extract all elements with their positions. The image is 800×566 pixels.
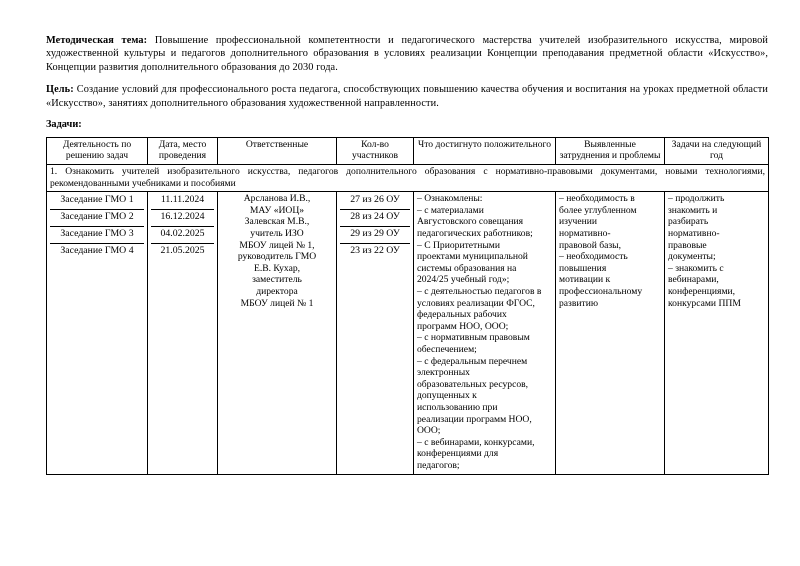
achievement-line: педагогов; xyxy=(417,459,460,471)
achievement-line: федеральных рабочих xyxy=(417,309,507,321)
achievement-line: – с вебинарами, конкурсами, xyxy=(417,436,535,448)
difficulty-line: нормативно- xyxy=(559,228,611,240)
section-row xyxy=(47,165,769,192)
difficulties-cell xyxy=(556,192,665,474)
next-year-line: – продолжить xyxy=(668,193,725,205)
list-item: 27 из 26 ОУ xyxy=(340,193,410,210)
achievement-line: условиях реализации ФГОС, xyxy=(417,297,535,309)
list-item: Заседание ГМО 2 xyxy=(50,210,144,227)
plan-table xyxy=(46,137,769,475)
achievement-line: электронных xyxy=(417,367,470,379)
next-year-line: – знакомить с xyxy=(668,262,724,274)
participants-list xyxy=(340,193,410,260)
achievement-line: допущенных к xyxy=(417,390,477,402)
achievement-line: обеспечением; xyxy=(417,343,477,355)
column-header-participants: Кол-во участников xyxy=(337,137,414,164)
next-year-tasks-cell xyxy=(665,192,769,474)
difficulty-line: правовой базы, xyxy=(559,239,622,251)
responsible-line: учитель ИЗО xyxy=(250,228,304,240)
column-header-next-year-tasks: Задачи на следующий год xyxy=(665,137,769,164)
achievement-line: Августовского совещания xyxy=(417,216,524,228)
column-header-responsible: Ответственные xyxy=(218,137,337,164)
achievement-line: – с материалами xyxy=(417,204,484,216)
difficulty-line: профессиональному xyxy=(559,286,643,297)
list-item: 21.05.2025 xyxy=(160,245,205,257)
difficulty-line: – необходимость в xyxy=(559,193,635,205)
list-item: 04.02.2025 xyxy=(151,227,214,244)
next-year-line: конференциями, xyxy=(668,286,736,297)
table-row xyxy=(47,192,769,474)
activity-list xyxy=(50,193,144,260)
goal-text: Создание условий для профессионального роста педагога, способствующих повышению качества обучения и воспитания на уроках предметной области «Искусство», занятиях дополнительного образования художественной направленности. xyxy=(46,84,768,109)
next-year-line: разбирать xyxy=(668,216,709,228)
date-list xyxy=(151,193,214,260)
list-item: 16.12.2024 xyxy=(151,210,214,227)
responsible-line: МБОУ лицей № 1 xyxy=(240,297,314,309)
difficulty-line: мотивации к xyxy=(559,274,611,286)
achievement-line: – с нормативным правовым xyxy=(417,332,530,344)
next-year-line: знакомить и xyxy=(668,204,718,216)
column-header-date-place: Дата, место проведения xyxy=(148,137,218,164)
participants-cell-group xyxy=(337,192,414,474)
difficulty-line: – необходимость xyxy=(559,251,628,263)
responsible-line: МБОУ лицей № 1, xyxy=(239,239,315,251)
list-item: 29 из 29 ОУ xyxy=(340,227,410,244)
achievement-line: конференциями для xyxy=(417,448,499,460)
list-item: 23 из 22 ОУ xyxy=(350,245,400,257)
responsible-line: заместитель xyxy=(252,274,302,286)
column-header-difficulties: Выявленные затруднения и проблемы xyxy=(556,137,665,164)
methodical-theme-label: Методическая тема: xyxy=(46,35,148,46)
achievement-line: – с деятельностью педагогов в xyxy=(417,286,542,297)
responsible-line: директора xyxy=(256,286,298,297)
achievement-line: использованию при xyxy=(417,401,498,413)
achievement-line: реализации программ НОО, xyxy=(417,413,532,425)
goal-label: Цель: xyxy=(46,84,74,96)
activity-cell-group xyxy=(47,192,148,474)
difficulty-line: изучении xyxy=(559,216,598,228)
tasks-label: Задачи: xyxy=(46,118,82,130)
methodical-theme-paragraph xyxy=(46,34,768,74)
next-year-line: вебинарами, xyxy=(668,274,719,286)
list-item: Заседание ГМО 3 xyxy=(50,227,144,244)
difficulty-line: развитию xyxy=(559,297,599,309)
achievement-line: программ НОО, ООО; xyxy=(417,320,509,332)
difficulty-line: повышения xyxy=(559,262,607,274)
methodical-theme-text: Повышение профессиональной компетентности и педагогического мастерства учителей изобразительного искусства, мировой художественной культуры и педагогов дополнительного образования в условиях реализации Концепции преподавания предметной области «Искусство», Концепции развития дополнительного образования до 2030 года. xyxy=(46,35,769,73)
date-cell-group xyxy=(148,192,218,474)
achievement-line: 2024/25 учебный год»; xyxy=(417,274,510,286)
list-item: Заседание ГМО 4 xyxy=(60,245,134,257)
next-year-line: правовые xyxy=(668,239,707,251)
responsible-cell xyxy=(218,192,337,474)
list-item: Заседание ГМО 1 xyxy=(50,193,144,210)
achievement-line: – С Приоритетными xyxy=(417,239,501,251)
section-row-text: 1. Ознакомить учителей изобразительного искусства, педагогов дополнительного образования с нормативно-правовыми документами, новыми технологиями, рекомендованными учебниками и пособиями xyxy=(47,165,769,192)
responsible-line: МАУ «ИОЦ» xyxy=(249,204,305,216)
achievement-line: проектами муниципальной xyxy=(417,251,528,263)
next-year-line: нормативно- xyxy=(668,228,720,240)
responsible-line: руководитель ГМО xyxy=(237,251,317,263)
achievement-line: системы образования на xyxy=(417,262,517,274)
list-item: 28 из 24 ОУ xyxy=(340,210,410,227)
column-header-achievements: Что достигнуто положительного xyxy=(414,137,556,164)
difficulty-line: более углубленном xyxy=(559,204,637,216)
achievement-line: ООО; xyxy=(417,425,441,437)
goal-paragraph xyxy=(46,83,768,110)
table-header-row xyxy=(47,137,769,164)
achievement-line: – Ознакомлены: xyxy=(417,193,483,205)
list-item: 11.11.2024 xyxy=(151,193,214,210)
responsible-line: Залевская М.В., xyxy=(244,216,310,228)
column-header-activity: Деятельность по решению задач xyxy=(47,137,148,164)
responsible-line: Е.В. Кухар, xyxy=(253,262,301,274)
achievement-line: образовательных ресурсов, xyxy=(417,378,529,390)
achievement-line: педагогических работников; xyxy=(417,228,533,240)
responsible-line: Арсланова И.В., xyxy=(243,193,311,205)
next-year-line: конкурсами ППМ xyxy=(668,297,741,309)
achievements-cell xyxy=(414,192,556,474)
next-year-line: документы; xyxy=(668,251,716,263)
achievement-line: – с федеральным перечнем xyxy=(417,355,528,367)
